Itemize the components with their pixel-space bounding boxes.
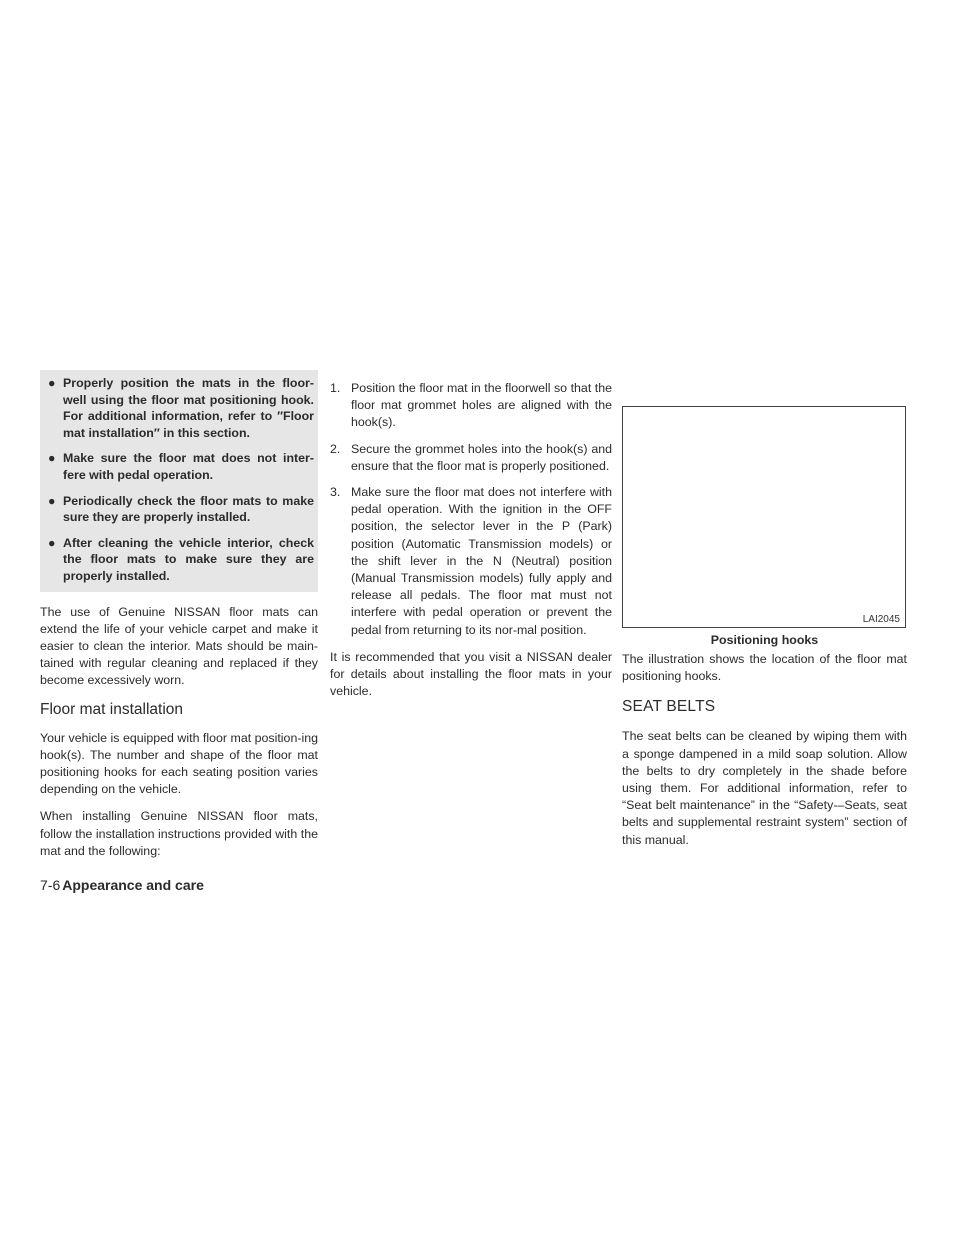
warning-item (40, 450, 318, 483)
warning-text: After cleaning the vehicle interior, check the floor mats to make sure they are properly installed. (63, 535, 314, 583)
column-left (40, 370, 318, 870)
page-number: 7-6 (40, 877, 61, 893)
intro-paragraph: The use of Genuine NISSAN floor mats can extend the life of your vehicle carpet and make it easier to clean the interior. Mats should be main-tained with regular cleaning and replaced if they become excessively worn. (40, 604, 318, 688)
column-right (622, 406, 907, 859)
step-item (330, 484, 612, 639)
warning-item (40, 535, 318, 585)
step-item (330, 380, 612, 432)
step-number: 2. (330, 441, 341, 456)
figure-code: LAI2045 (862, 614, 900, 625)
bullet-icon: ● (48, 376, 56, 390)
installation-paragraph-1: Your vehicle is equipped with floor mat position-ing hook(s). The number and shape of the floor mat positioning hooks for each seating position varies depending on the vehicle. (40, 730, 318, 797)
warning-item (40, 493, 318, 526)
section-title: Appearance and care (62, 877, 204, 893)
column-middle (330, 380, 612, 710)
seat-belts-paragraph: The seat belts can be cleaned by wiping them with a sponge dampened in a mild soap solution. Allow the belts to dry completely in the shade before using them. For additional information, refer to “Seat belt maintenance” in the “Safety-–Seats, seat belts and supplemental restraint system” section of this manual. (622, 729, 907, 847)
step-text: Secure the grommet holes into the hook(s) and ensure that the floor mat is properly positioned. (351, 441, 612, 473)
warning-box (40, 370, 318, 592)
bullet-icon: ● (48, 535, 56, 550)
warning-item (40, 375, 318, 441)
installation-heading: Floor mat installation (40, 700, 184, 718)
positioning-hooks-figure (622, 406, 906, 628)
page-footer (40, 876, 204, 894)
warning-list (40, 375, 318, 585)
bullet-icon: ● (48, 493, 56, 508)
seat-belts-heading: SEAT BELTS (622, 698, 716, 716)
step-number: 3. (330, 485, 341, 500)
warning-text: Make sure the floor mat does not inter-fere with pedal operation. (63, 451, 314, 482)
step-text: Make sure the floor mat does not interfere with pedal operation. With the ignition in the OFF position, the selector lever in the P (Park) position (Automatic Transmission models) or the shift lever in the N (Neutral) position (Manual Transmission models) fully apply and release all pedals. The floor mat must not interfere with pedal operation or prevent the pedal from returning to its nor-mal position. (351, 485, 612, 637)
step-item (330, 441, 612, 475)
figure-description: The illustration shows the location of the floor mat positioning hooks. (622, 652, 907, 684)
step-number: 1. (330, 381, 341, 395)
installation-steps (330, 380, 612, 639)
bullet-icon: ● (48, 451, 56, 466)
installation-paragraph-2: When installing Genuine NISSAN floor mats, follow the installation instructions provided with the mat and the following: (40, 809, 318, 858)
warning-text: Periodically check the floor mats to make sure they are properly installed. (63, 493, 314, 525)
warning-text: Properly position the mats in the floor-well using the floor mat positioning hook. For additional information, refer to ″Floor mat installation″ in this section. (63, 376, 314, 440)
dealer-paragraph: It is recommended that you visit a NISSAN dealer for details about installing the floor mats in your vehicle. (330, 649, 612, 699)
figure-caption: Positioning hooks (710, 633, 819, 647)
step-text: Position the floor mat in the floorwell so that the floor mat grommet holes are aligned with the hook(s). (351, 381, 612, 430)
